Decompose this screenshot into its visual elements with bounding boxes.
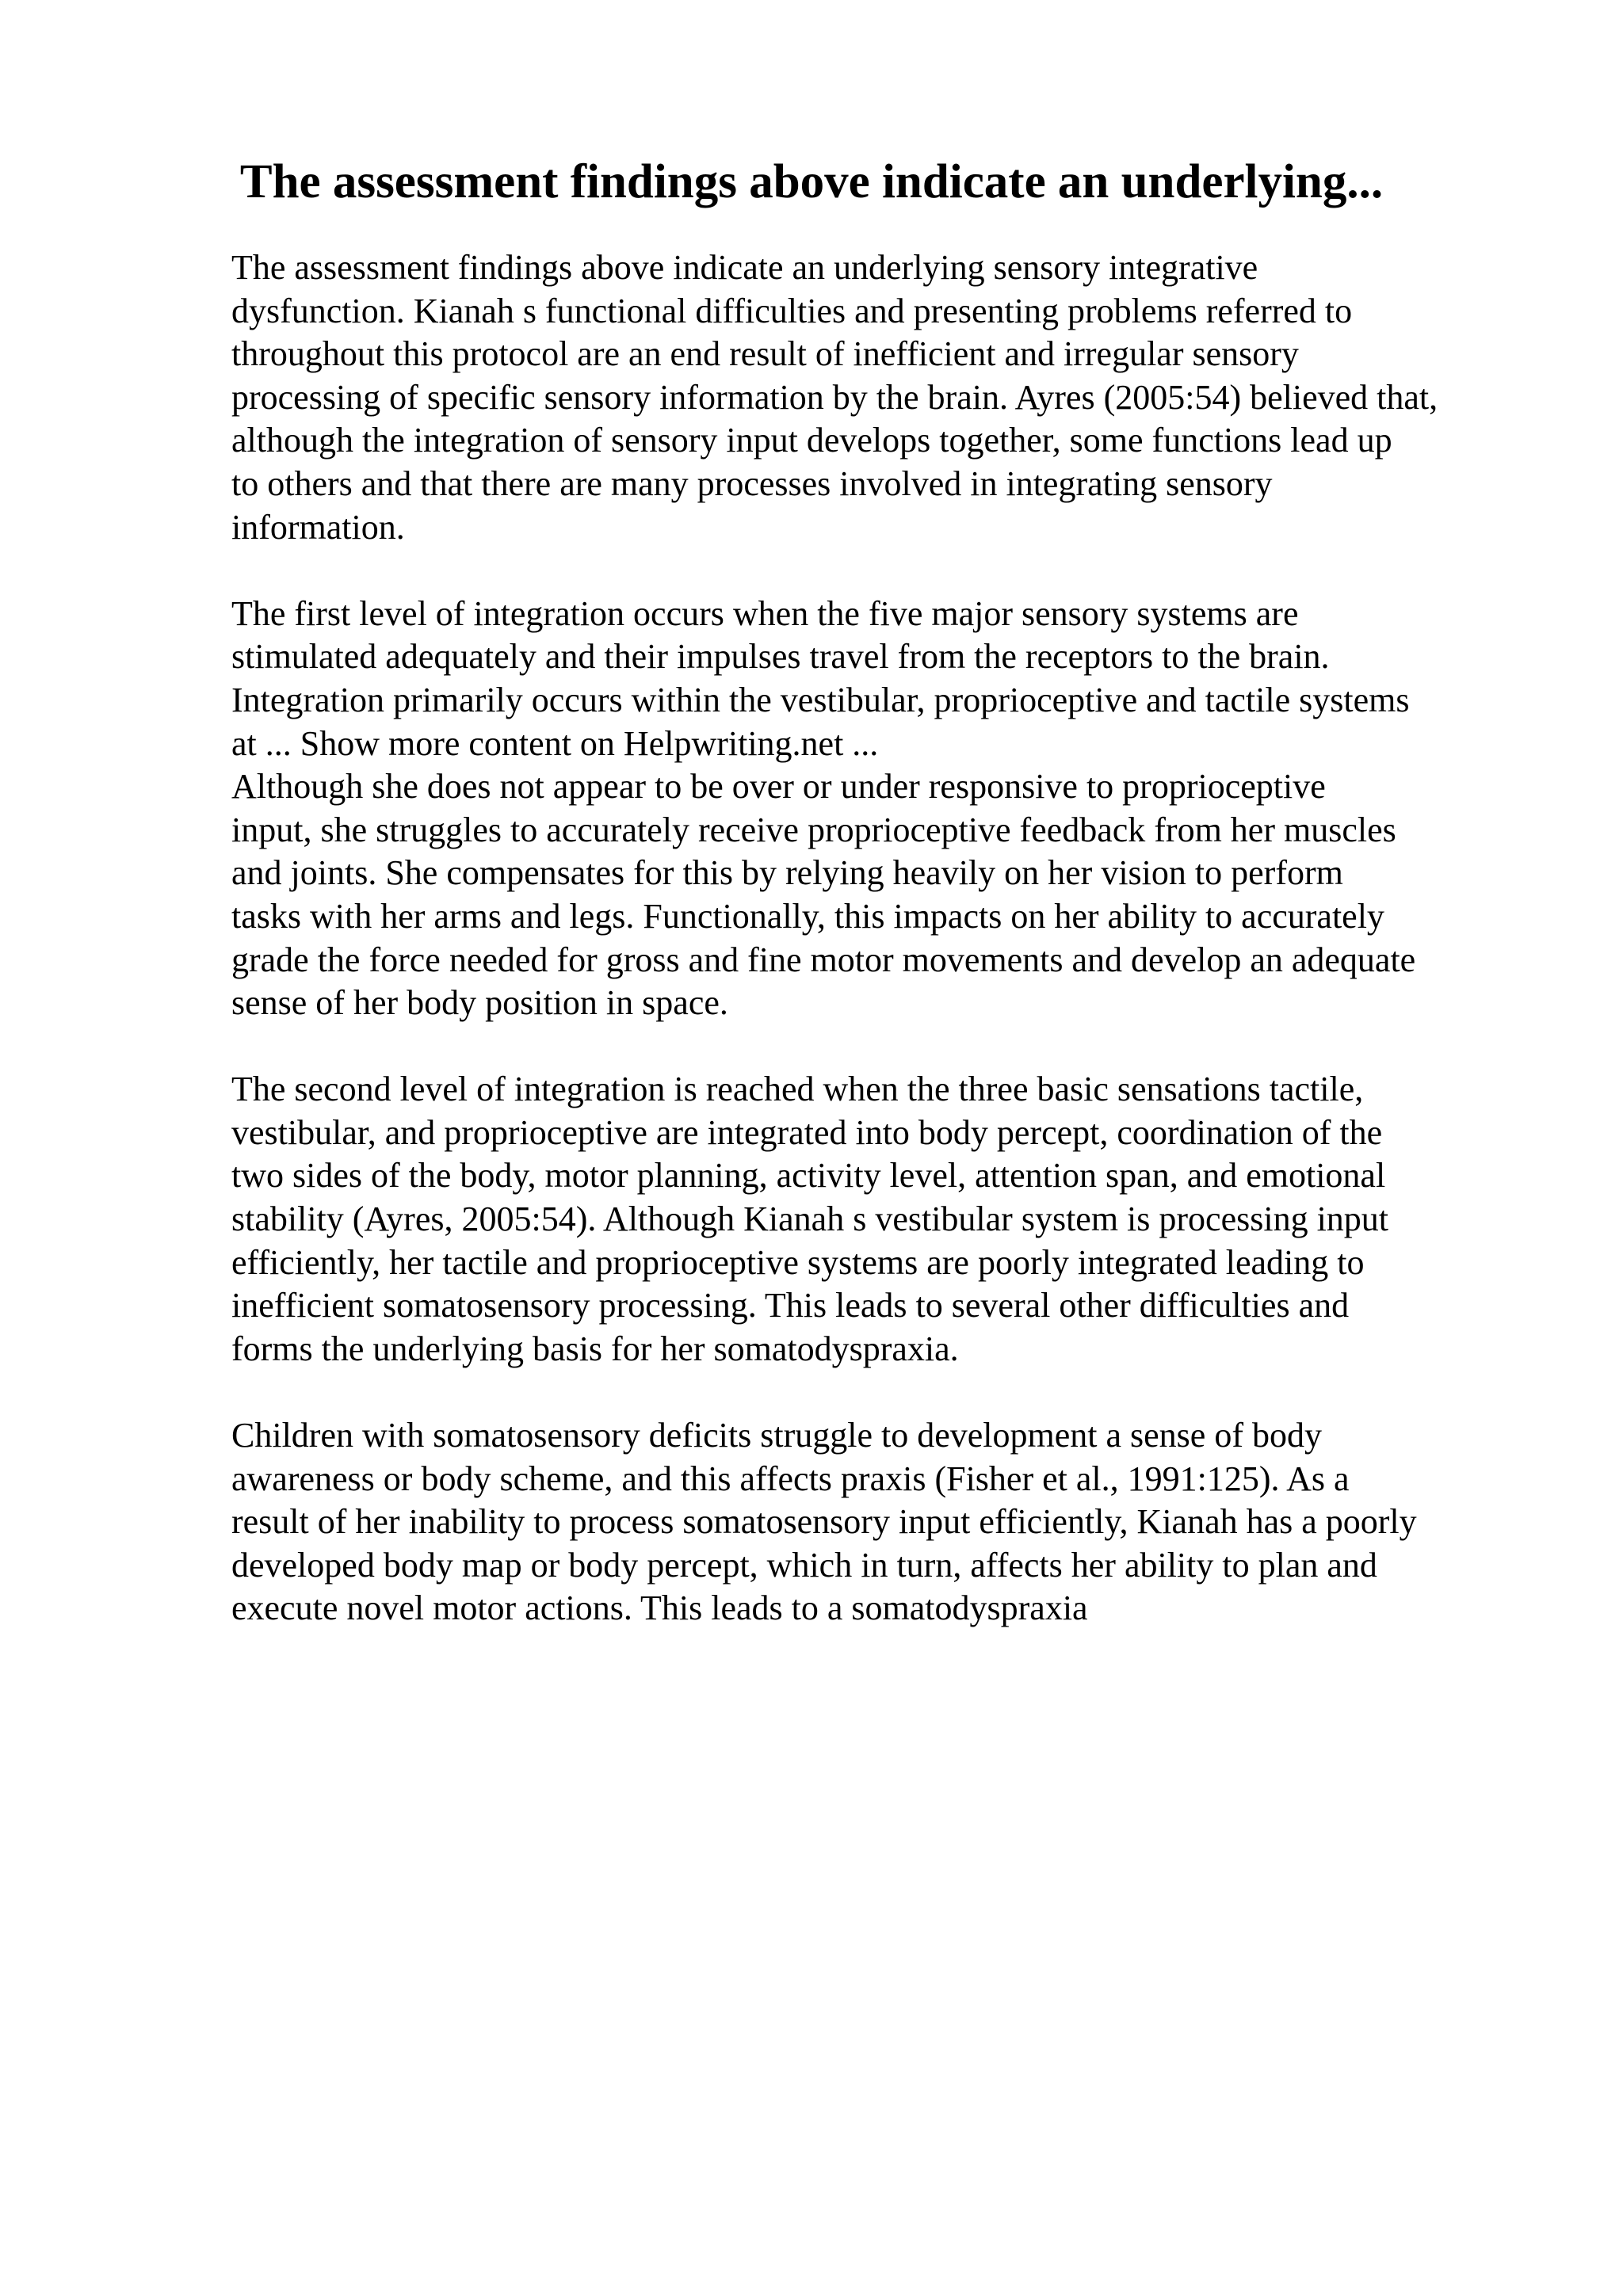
text-line: stability (Ayres, 2005:54). Although Kianah s vestibular system is processing input [231,1199,1389,1239]
text-line: throughout this protocol are an end result of inefficient and irregular sensory [231,334,1299,374]
paragraph-gap [231,1371,1579,1414]
text-line: developed body map or body percept, which in turn, affects her ability to plan and [231,1545,1377,1585]
text-line: result of her inability to process somatosensory input efficiently, Kianah has a poorly [231,1502,1417,1542]
paragraph-3 [231,1068,1579,1371]
text-line: vestibular, and proprioceptive are integrated into body percept, coordination of the [231,1112,1383,1152]
text-line: and joints. She compensates for this by relying heavily on her vision to perform [231,853,1343,893]
text-line: inefficient somatosensory processing. This leads to several other difficulties and [231,1286,1350,1325]
text-line: dysfunction. Kianah s functional difficulties and presenting problems referred to [231,291,1353,330]
text-line: at ... Show more content on Helpwriting.net ... [231,723,879,763]
document-title: The assessment findings above indicate an underlying... [239,155,1384,208]
paragraph-gap [231,1025,1579,1069]
text-line: grade the force needed for gross and fine motor movements and develop an adequate [231,940,1416,979]
text-line: although the integration of sensory input develops together, some functions lead up [231,421,1392,460]
text-line: Although she does not appear to be over or under responsive to proprioceptive [231,767,1326,807]
text-line: information. [231,507,405,547]
text-line: tasks with her arms and legs. Functionally, this impacts on her ability to accurately [231,896,1384,936]
text-line: awareness or body scheme, and this affects praxis (Fisher et al., 1991:125). As a [231,1459,1350,1498]
text-line: two sides of the body, motor planning, activity level, attention span, and emotional [231,1156,1386,1196]
paragraph-gap [231,549,1579,593]
text-line: The second level of integration is reached when the three basic sensations tactile, [231,1070,1364,1109]
text-line: The first level of integration occurs when the five major sensory systems are [231,593,1299,633]
text-line: The assessment findings above indicate an underlying sensory integrative [231,248,1258,287]
paragraph-2 [231,593,1579,1025]
paragraph-1 [231,246,1579,549]
text-line: Integration primarily occurs within the vestibular, proprioceptive and tactile systems [231,680,1410,719]
text-line: sense of her body position in space. [231,983,728,1023]
document-body [231,246,1579,1630]
text-line: forms the underlying basis for her somatodyspraxia. [231,1329,959,1368]
text-line: to others and that there are many processes involved in integrating sensory [231,463,1273,503]
text-line: processing of specific sensory information by the brain. Ayres (2005:54) believed that, [231,377,1438,417]
text-line: Children with somatosensory deficits struggle to development a sense of body [231,1416,1322,1455]
text-line: input, she struggles to accurately receive proprioceptive feedback from her muscles [231,810,1396,849]
paragraph-4 [231,1414,1579,1630]
text-line: efficiently, her tactile and proprioceptive systems are poorly integrated leading to [231,1242,1365,1282]
text-line: execute novel motor actions. This leads to a somatodyspraxia [231,1589,1088,1628]
text-line: stimulated adequately and their impulses travel from the receptors to the brain. [231,637,1330,677]
